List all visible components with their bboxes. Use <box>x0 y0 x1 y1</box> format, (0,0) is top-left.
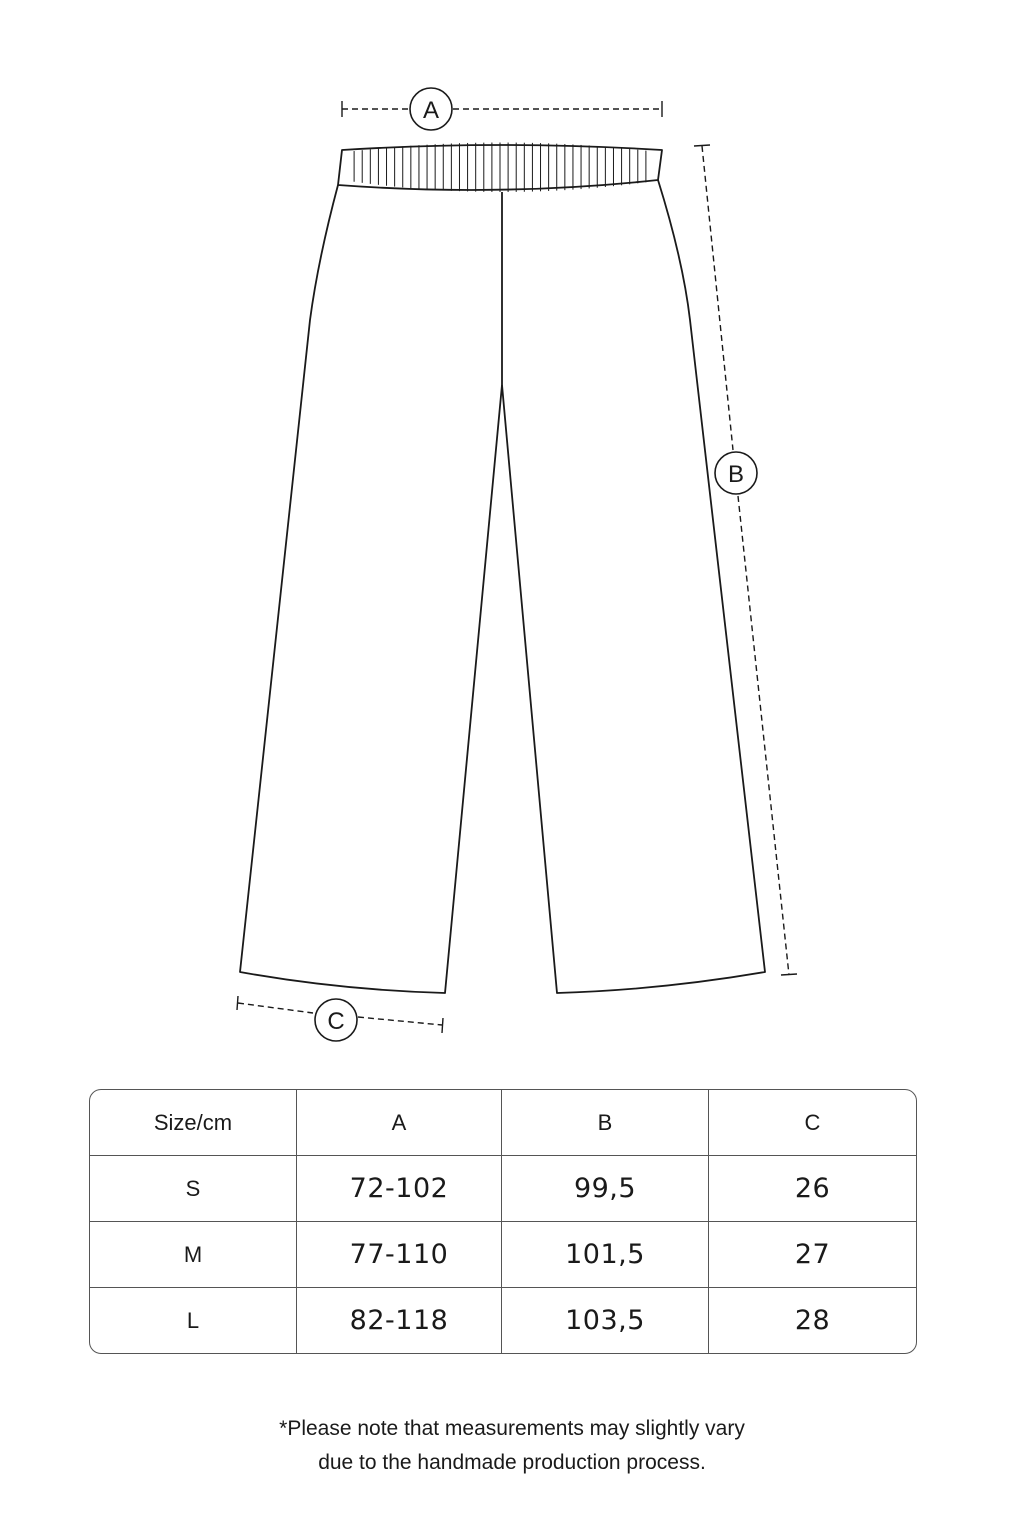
value-a-cell: 77-110 <box>297 1222 502 1288</box>
table-row <box>90 1156 916 1222</box>
value-a-cell: 72-102 <box>297 1156 502 1222</box>
left-leg <box>240 185 502 993</box>
note-line-2: due to the handmade production process. <box>318 1451 706 1474</box>
header-c: C <box>709 1090 916 1156</box>
size-cell: M <box>90 1222 297 1288</box>
marker-c-label: C <box>327 1008 345 1035</box>
table-header-row <box>90 1090 916 1156</box>
header-b: B <box>502 1090 709 1156</box>
size-chart-table <box>89 1089 917 1354</box>
size-cell: L <box>90 1288 297 1353</box>
header-a: A <box>297 1090 502 1156</box>
marker-b-label: B <box>727 461 745 488</box>
note-line-1: *Please note that measurements may slightly vary <box>279 1417 745 1440</box>
value-b-cell: 101,5 <box>502 1222 709 1288</box>
marker-a-label: A <box>422 97 440 124</box>
value-c-cell: 28 <box>794 1305 831 1336</box>
size-cell: S <box>90 1156 297 1222</box>
header-size: Size/cm <box>90 1090 297 1156</box>
dimension-b <box>694 145 797 975</box>
value-c-cell: 26 <box>709 1156 916 1222</box>
handmade-note <box>0 1412 1024 1480</box>
value-b-cell: 103,5 <box>502 1288 709 1353</box>
value-a-cell: 82-118 <box>297 1288 502 1353</box>
right-leg <box>502 180 765 993</box>
pants-outline <box>240 143 765 993</box>
value-b-cell: 99,5 <box>502 1156 709 1222</box>
table-row <box>90 1222 916 1288</box>
dimension-a <box>342 88 662 130</box>
table-row <box>90 1288 916 1353</box>
value-c-cell: 27 <box>709 1222 916 1288</box>
